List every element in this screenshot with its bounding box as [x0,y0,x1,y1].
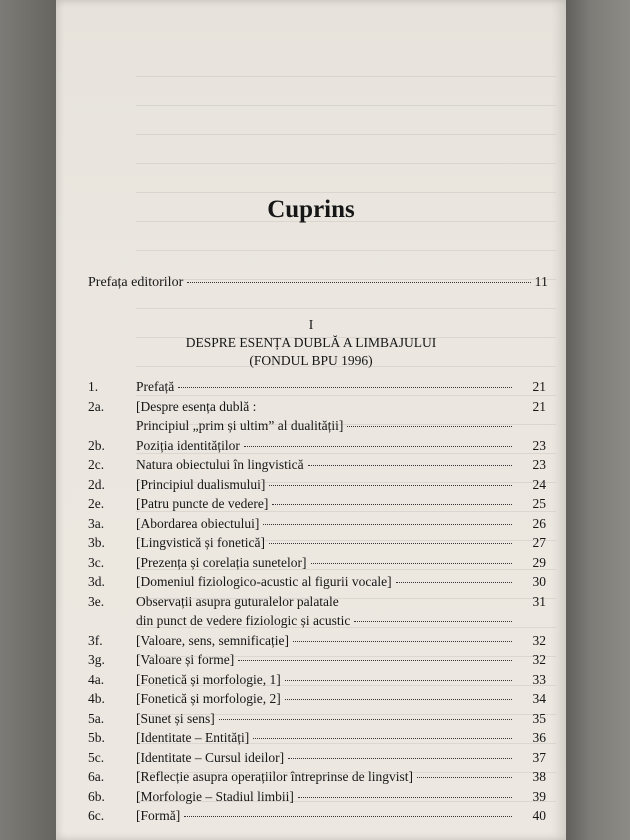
dot-leader [354,621,512,622]
toc-entry [88,728,546,748]
toc-entry [88,397,546,436]
toc-entry-body [136,748,516,768]
dot-leader [308,465,512,466]
toc-entry-title-line: din punct de vedere fiziologic și acustic [136,613,351,628]
toc-entry-number: 2b. [88,437,105,453]
toc-entry-body [136,631,516,651]
toc-entry-body [136,592,516,631]
toc-entry-page: 37 [532,749,546,765]
toc-entry-title: [Morfologie – Stadiul limbii] [136,788,294,804]
toc-entry-page: 36 [532,730,546,745]
dot-leader [347,426,512,427]
dot-leader [417,777,512,778]
toc-entry-body [136,670,516,690]
toc-entry-title: [Valoare, sens, semnificație] [136,632,289,648]
toc-entry-number: 6a. [88,769,105,784]
toc-entry-body [136,377,516,397]
toc-entry [88,650,546,670]
toc-entry-page: 31 [532,593,546,609]
toc-entry-title: [Identitate – Cursul ideilor] [136,749,285,765]
toc-entry-body [136,650,516,670]
toc-entry [88,455,546,475]
toc-entry [88,514,546,534]
toc-entry-number: 3g. [88,652,105,667]
toc-entry-title: [Principiul dualismului] [136,476,266,492]
toc-entry-number: 5c. [88,749,105,765]
toc-entry-title: [Prezența și corelația sunetelor] [136,554,307,570]
toc-entry-page: 24 [532,476,546,492]
left-page-edge [0,0,56,840]
toc-entry [88,670,546,690]
dot-leader [253,738,512,739]
toc-entry-body [136,689,516,709]
section-heading [56,316,566,370]
toc-entry-number: 6c. [88,808,105,823]
toc-entry-page: 26 [532,515,546,531]
toc-entry-page: 30 [532,574,546,589]
toc-entry-page: 23 [532,457,546,472]
toc-entry-page: 21 [532,379,546,394]
toc-entry-title: [Abordarea obiectului] [136,515,260,531]
toc-entry-title: Prefață [136,379,175,394]
toc-entry-number: 6b. [88,788,105,804]
toc-entry [88,533,546,553]
toc-entry-title-last-line [136,611,516,631]
toc-entry-body [136,533,516,553]
toc-entry-number: 5a. [88,710,105,726]
dot-leader [187,282,530,283]
toc-entry-page: 21 [532,398,546,414]
dot-leader [178,387,512,388]
toc-entry-title: [Valoare și forme] [136,652,235,667]
table-of-contents [88,377,546,826]
toc-entry-title-line: Observații asupra guturalelor palatale [136,593,339,609]
toc-entry-number: 3f. [88,632,103,648]
dot-leader [244,446,512,447]
toc-entry [88,572,546,592]
toc-entry-page: 32 [532,652,546,667]
dot-leader [293,641,512,642]
toc-entry [88,553,546,573]
toc-entry [88,592,546,631]
toc-entry-body [136,806,516,826]
toc-entry [88,767,546,787]
dot-leader [269,485,512,486]
toc-entry [88,806,546,826]
toc-entry-page: 35 [532,710,546,726]
toc-entry-number: 2e. [88,496,105,511]
preface-entry [88,275,548,295]
toc-entry-body [136,455,516,475]
toc-entry-number: 3e. [88,593,105,609]
toc-entry-title: [Fonetică și morfologie, 2] [136,691,281,706]
toc-entry [88,748,546,768]
toc-entry-page: 39 [532,788,546,804]
toc-entry-title: [Fonetică și morfologie, 1] [136,671,281,687]
toc-entry [88,631,546,651]
toc-entry [88,475,546,495]
toc-entry-number: 5b. [88,730,105,745]
book-page [56,0,566,840]
toc-entry-body [136,572,516,592]
toc-entry-body [136,787,516,807]
toc-entry-body [136,767,516,787]
toc-entry-page: 25 [532,496,546,511]
toc-entry [88,787,546,807]
dot-leader [311,563,512,564]
dot-leader [396,582,512,583]
dot-leader [269,543,512,544]
toc-entry [88,377,546,397]
toc-entry-title: [Reflecție asupra operațiilor întreprinse de lingvist] [136,769,414,784]
toc-entry-number: 1. [88,379,99,394]
dot-leader [272,504,512,505]
toc-entry-number: 3d. [88,574,105,589]
toc-entry-body [136,475,516,495]
toc-entry-page: 32 [532,632,546,648]
toc-entry [88,709,546,729]
dot-leader [285,699,512,700]
toc-entry-number: 2a. [88,398,105,414]
dot-leader [285,680,512,681]
toc-entry-title: [Patru puncte de vedere] [136,496,269,511]
toc-entry [88,494,546,514]
dot-leader [298,797,512,798]
toc-entry-page: 23 [532,437,546,453]
toc-entry-number: 3a. [88,515,105,531]
toc-entry-title: Natura obiectului în lingvistică [136,457,304,472]
toc-entry-body [136,397,516,436]
toc-entry-page: 38 [532,769,546,784]
dot-leader [263,524,512,525]
dot-leader [184,816,512,817]
toc-entry-page: 27 [532,535,546,550]
toc-entry-page: 29 [532,554,546,570]
toc-entry-body [136,728,516,748]
toc-entry-title: [Sunet și sens] [136,710,215,726]
toc-entry-number: 3b. [88,535,105,550]
toc-entry [88,689,546,709]
dot-leader [288,758,512,759]
toc-entry-title-line: Principiul „prim și ultim” al dualității] [136,418,344,433]
dot-leader [219,719,512,720]
toc-entry-body [136,709,516,729]
toc-entry-body [136,553,516,573]
toc-entry-title-line: [Despre esența dublă : [136,398,257,414]
toc-entry-number: 2d. [88,476,105,492]
toc-entry-body [136,436,516,456]
dot-leader [238,660,512,661]
section-subtitle: (FONDUL BPU 1996) [249,353,373,368]
section-title: DESPRE ESENȚA DUBLĂ A LIMBAJULUI [185,335,437,350]
toc-entry-body [136,494,516,514]
toc-entry-title: Poziția identităților [136,437,240,453]
toc-entry-page: 40 [532,808,546,823]
toc-entry-body [136,514,516,534]
toc-entry-number: 2c. [88,457,105,472]
preface-label: Prefața editorilor [88,275,184,290]
toc-entry-title-last-line [136,416,516,436]
right-background [564,0,630,840]
toc-entry-page: 33 [532,671,546,687]
toc-entry [88,436,546,456]
toc-entry-number: 4b. [88,691,105,706]
page-title: Cuprins [267,196,355,223]
toc-entry-title: [Lingvistică și fonetică] [136,535,265,550]
toc-entry-number: 4a. [88,671,105,687]
toc-entry-number: 3c. [88,554,105,570]
toc-entry-title: [Identitate – Entități] [136,730,250,745]
toc-entry-title: [Formă] [136,808,181,823]
section-numeral: I [308,317,314,332]
toc-entry-title: [Domeniul fiziologico-acustic al figurii vocale] [136,574,392,589]
toc-entry-page: 34 [532,691,546,706]
preface-page: 11 [534,275,548,290]
